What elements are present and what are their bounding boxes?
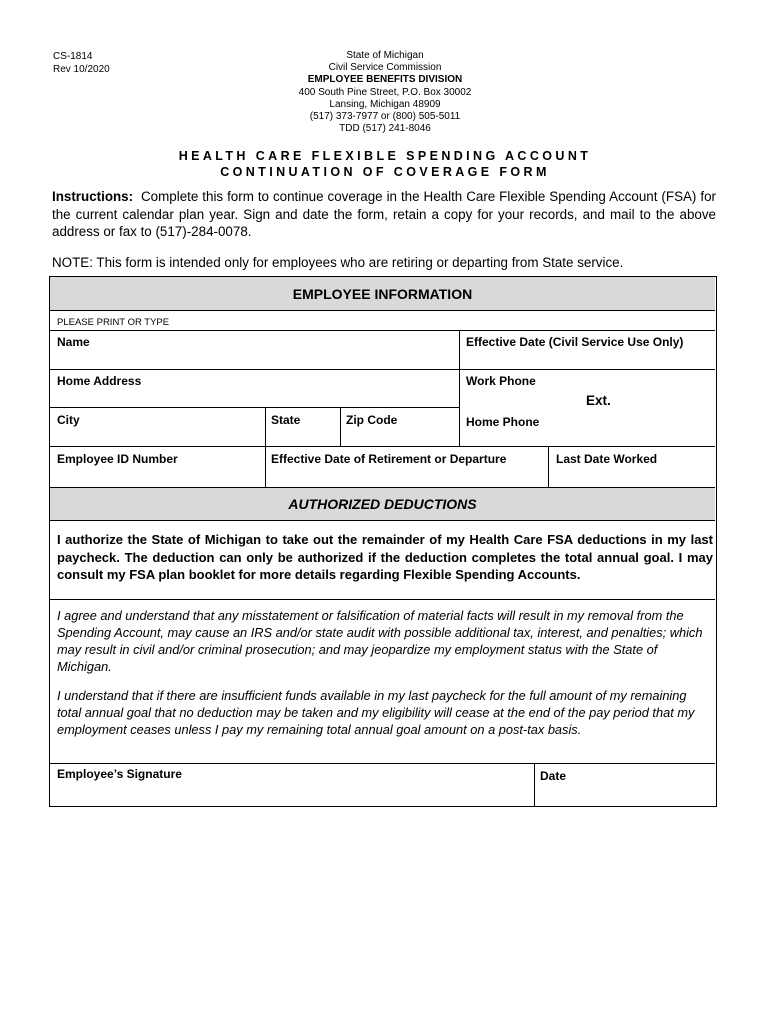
work-phone-label: Work Phone [466,374,536,388]
instructions-text: Complete this form to continue coverage in the Health Care Flexible Spending Account (FSA) for the current calendar plan year. Sign and date the form, retain a copy for your records, and mail to the above address or fax to (517)-284-0078. [52,189,716,239]
form-title [0,149,770,180]
form-revision: Rev 10/2020 [53,64,110,75]
employee-id-label: Employee ID Number [57,452,178,466]
name-label: Name [57,335,90,349]
agency-division: EMPLOYEE BENEFITS DIVISION [307,74,463,86]
instructions [52,188,716,241]
state-label: State [271,413,301,427]
authorized-deductions-header: AUTHORIZED DEDUCTIONS [50,487,715,521]
form-number: CS-1814 [53,51,93,62]
agreement-statement: I agree and understand that any misstatement or falsification of material facts will result in my removal from the Spending Account, may cause an IRS and/or state audit with possible additional tax, interest, and penalties; which may result in civil and/or criminal prosecution; and may jeopardize my employment status with the State of Michigan. [57,608,703,674]
form-id-block [53,50,110,76]
authorization-statement: I authorize the State of Michigan to take out the remainder of my Health Care FSA deductions in my last paycheck. The deduction can only be authorized if the deduction completes the total annual goal. I may consult my FSA plan booklet for more details regarding Flexible Spending Accounts. [57,532,713,582]
agency-tdd: TDD (517) 241-8046 [339,123,431,135]
city-label: City [57,413,80,427]
note: NOTE: This form is intended only for employees who are retiring or departing from State service. [52,255,624,270]
retirement-date-label: Effective Date of Retirement or Departure [271,452,507,466]
agency-commission: Civil Service Commission [328,62,442,74]
zip-code-label: Zip Code [346,413,398,427]
ext-label: Ext. [586,393,611,408]
insufficient-funds-statement: I understand that if there are insufficient funds available in my last paycheck for the full amount of my remaining total annual goal that no deduction may be taken and my eligibility will cease at the end of the pay period that my employment ceases unless I pay my remaining total annual goal amount on a post-tax basis. [57,688,695,737]
employee-signature-label: Employee’s Signature [57,767,182,781]
agency-address-street: 400 South Pine Street, P.O. Box 30002 [298,86,472,98]
home-phone-label: Home Phone [466,415,540,429]
date-label: Date [540,769,567,783]
form-title-line2: CONTINUATION OF COVERAGE FORM [220,164,550,179]
form-title-line1: HEALTH CARE FLEXIBLE SPENDING ACCOUNT [178,149,592,163]
employee-info-header: EMPLOYEE INFORMATION [50,277,715,311]
form-table [49,276,717,807]
agency-state: State of Michigan [346,50,424,61]
agency-phone: (517) 373-7977 or (800) 505-5011 [309,111,461,123]
effective-date-label: Effective Date (Civil Service Use Only) [466,335,684,349]
last-date-worked-label: Last Date Worked [556,452,658,466]
agency-header [235,50,535,135]
agency-address-city: Lansing, Michigan 48909 [329,98,441,110]
print-note: PLEASE PRINT OR TYPE [57,317,170,328]
home-address-label: Home Address [57,374,142,388]
instructions-label: Instructions: [52,189,134,204]
